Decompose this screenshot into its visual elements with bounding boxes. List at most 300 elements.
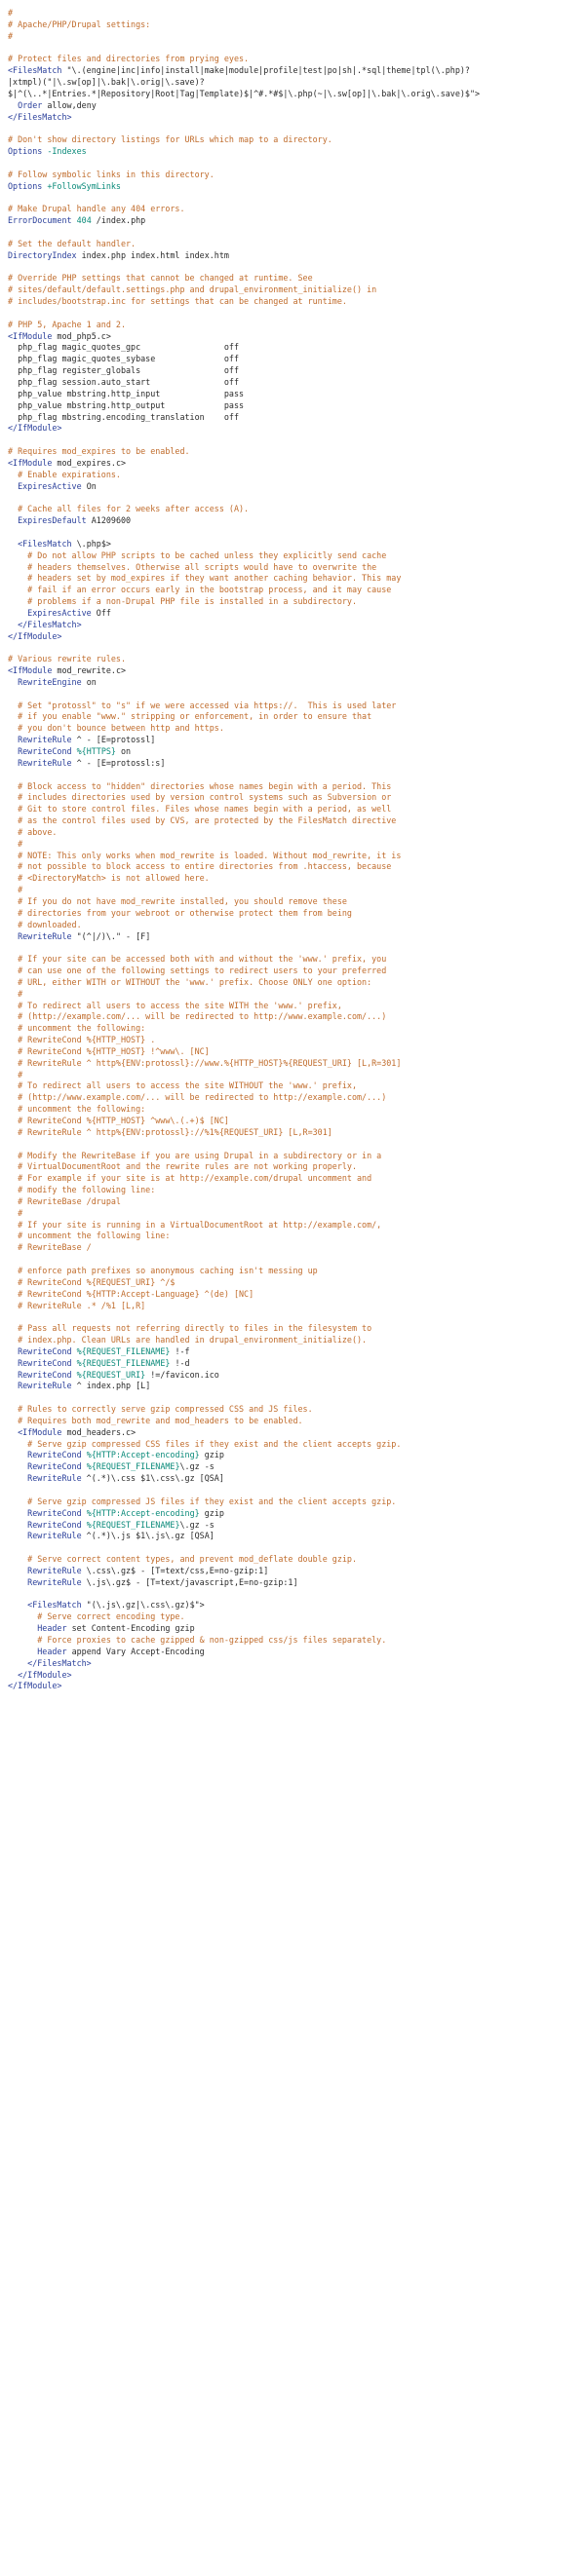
code-line — [8, 839, 577, 851]
code-line — [8, 735, 577, 746]
code-line — [8, 1635, 577, 1647]
comment-token: # Git to store control files. Files whose names begin with a period, as well — [8, 804, 392, 814]
comment-token: # enforce path prefixes so anonymous caching isn't messing up — [8, 1265, 318, 1275]
code-line — [8, 8, 577, 19]
code-line — [8, 1323, 577, 1335]
code-line — [8, 1496, 577, 1508]
comment-token: # To redirect all users to access the site WITH the 'www.' prefix, — [8, 1000, 342, 1010]
comment-token: # Cache all files for 2 weeks after access (A). — [8, 504, 250, 514]
code-line — [8, 296, 577, 308]
comment-token: # If you do not have mod_rewrite installed, you should remove these — [8, 895, 347, 906]
code-line — [8, 1208, 577, 1220]
text-token — [8, 758, 18, 768]
code-line — [8, 942, 577, 954]
code-line — [8, 596, 577, 608]
comment-token: # Rules to correctly serve gzip compressed CSS and JS files. — [8, 1404, 313, 1415]
comment-token: # — [8, 838, 23, 849]
text-token: !-d — [170, 1357, 190, 1368]
text-token: On — [81, 480, 97, 491]
directive-token: <FilesMatch — [18, 538, 72, 549]
code-line — [8, 1116, 577, 1127]
comment-token: # Follow symbolic links in this directory. — [8, 169, 214, 179]
code-line — [8, 470, 577, 481]
code-line — [8, 1231, 577, 1242]
code-line — [8, 308, 577, 320]
code-line — [8, 758, 577, 770]
code-line — [8, 1080, 577, 1092]
text-token: mod_rewrite.c> — [52, 665, 127, 676]
text-token — [8, 1670, 18, 1680]
directive-token: </FilesMatch> — [8, 111, 72, 122]
directive-token: </FilesMatch> — [27, 1657, 92, 1668]
code-line — [8, 1670, 577, 1682]
code-line — [8, 504, 577, 515]
text-token: php_value mbstring.http_output pass — [8, 399, 245, 410]
directive-token: Options — [8, 146, 43, 157]
comment-token: # RewriteBase /drupal — [8, 1195, 121, 1206]
code-line — [8, 1358, 577, 1370]
text-token — [8, 1577, 27, 1587]
directive-token: RewriteRule — [27, 1473, 82, 1484]
comment-token: # Serve correct content types, and prevent mod_deflate double gzip. — [8, 1554, 357, 1565]
code-line — [8, 1058, 577, 1070]
text-token — [8, 1427, 18, 1437]
text-token — [8, 515, 18, 525]
code-line — [8, 711, 577, 723]
code-line — [8, 689, 577, 701]
directive-token: </IfModule> — [8, 423, 62, 434]
text-token: mod_headers.c> — [61, 1426, 136, 1437]
comment-token: # — [8, 8, 14, 18]
directive-token: ExpiresActive — [27, 607, 92, 618]
text-token: allow,deny — [42, 99, 97, 110]
text-token — [8, 539, 18, 549]
code-line — [8, 320, 577, 331]
directive-token: Order — [18, 99, 43, 110]
code-line — [8, 1531, 577, 1542]
text-token — [8, 620, 18, 629]
directive-token: RewriteCond — [18, 1369, 72, 1380]
comment-token: # uncomment the following line: — [8, 1231, 171, 1241]
code-line — [8, 931, 577, 943]
directive-token: </IfModule> — [8, 630, 62, 641]
directive-token: <IfModule — [8, 457, 53, 468]
code-line — [8, 781, 577, 793]
comment-token: # (http://example.com/... will be redirected to http://www.example.com/...) — [8, 1011, 387, 1022]
code-line — [8, 100, 577, 112]
comment-token: # problems if a non-Drupal PHP file is installed in a subdirectory. — [8, 596, 357, 607]
comment-token: # headers themselves. Otherwise all scripts would have to overwrite the — [8, 561, 377, 572]
directive-token: Header — [37, 1646, 67, 1656]
text-token — [8, 100, 18, 110]
comment-token: # RewriteCond %{HTTP_HOST} ^www\.(.+)$ [NC] — [8, 1116, 229, 1125]
text-token: php_flag register_globals off — [8, 365, 239, 376]
code-line — [8, 170, 577, 181]
text-token: php_flag session.auto_start off — [8, 377, 239, 387]
code-line — [8, 1254, 577, 1266]
code-line — [8, 1439, 577, 1451]
text-token — [8, 608, 27, 618]
comment-token: # RewriteRule .* /%1 [L,R] — [8, 1300, 146, 1310]
comment-token: # Force proxies to cache gzipped & non-gzipped css/js files separately. — [8, 1634, 387, 1645]
text-token: on — [115, 746, 132, 756]
directive-token: RewriteCond — [18, 1357, 72, 1368]
code-line — [8, 1370, 577, 1382]
comment-token: # if you enable "www." stripping or enforcement, in order to ensure that — [8, 711, 372, 722]
value-token: +FollowSymLinks — [47, 180, 121, 191]
code-line — [8, 585, 577, 596]
comment-token: # Requires both mod_rewrite and mod_headers to be enabled. — [8, 1415, 303, 1425]
comment-token: # Serve correct encoding type. — [8, 1611, 185, 1622]
text-token: "(^|/)\." - [F] — [71, 930, 151, 941]
code-line — [8, 1623, 577, 1635]
code-line — [8, 873, 577, 885]
code-line — [8, 896, 577, 908]
code-line — [8, 654, 577, 665]
code-line — [8, 481, 577, 493]
code-line — [8, 227, 577, 239]
comment-token: # not possible to block access to entire directories from .htaccess, because — [8, 861, 392, 872]
code-line — [8, 1335, 577, 1346]
code-line — [8, 804, 577, 815]
code-line — [8, 1104, 577, 1116]
code-line — [8, 631, 577, 643]
code-line — [8, 1416, 577, 1427]
text-token: php_flag magic_quotes_sybase off — [8, 354, 239, 364]
comment-token: # uncomment the following: — [8, 1104, 146, 1115]
value-token: %{REQUEST_FILENAME} — [86, 1461, 180, 1472]
text-token: $|^(\..*|Entries.*|Repository|Root|Tag|Template)$|^#.*#$|\.php(~|\.sw[op]|\.bak|\.orig\.save)$"> — [8, 88, 481, 98]
text-token: mod_php5.c> — [52, 330, 111, 341]
code-line — [8, 1173, 577, 1185]
code-line — [8, 215, 577, 227]
comment-token: # uncomment the following: — [8, 1023, 146, 1034]
value-token: %{HTTPS} — [76, 746, 116, 756]
code-line — [8, 677, 577, 689]
text-token — [8, 1600, 27, 1610]
code-line — [8, 1151, 577, 1162]
code-line — [8, 446, 577, 458]
code-line — [8, 1473, 577, 1485]
code-line — [8, 966, 577, 977]
text-token — [8, 677, 18, 687]
code-line — [8, 1381, 577, 1392]
directive-token: RewriteCond — [27, 1461, 82, 1472]
directive-token: </FilesMatch> — [18, 619, 82, 629]
directive-token: RewriteRule — [27, 1576, 82, 1587]
code-line — [8, 89, 577, 100]
text-token: php_value mbstring.http_input pass — [8, 388, 245, 398]
comment-token: # above. — [8, 826, 58, 837]
code-line — [8, 550, 577, 562]
comment-token: # can use one of the following settings to redirect users to your preferred — [8, 966, 387, 976]
comment-token: # Set "protossl" to "s" if we were accessed via https://. This is used later — [8, 700, 397, 710]
comment-token: # — [8, 1207, 23, 1218]
comment-token: # — [8, 30, 14, 41]
comment-token: # RewriteBase / — [8, 1242, 92, 1253]
code-line — [8, 701, 577, 712]
value-token: %{REQUEST_FILENAME} — [86, 1519, 180, 1530]
text-token — [8, 1461, 27, 1471]
text-token — [8, 1358, 18, 1368]
text-token: ^ - [E=protossl:s] — [71, 757, 166, 768]
code-line — [8, 1485, 577, 1496]
comment-token: # VirtualDocumentRoot and the rewrite rules are not working properly. — [8, 1161, 357, 1172]
code-line — [8, 527, 577, 539]
directive-token: </IfModule> — [8, 1681, 62, 1691]
code-line — [8, 1577, 577, 1589]
code-line — [8, 331, 577, 343]
comment-token: # Serve gzip compressed JS files if they exist and the client accepts gzip. — [8, 1496, 397, 1506]
comment-token: # modify the following line: — [8, 1185, 156, 1195]
text-token: gzip — [199, 1507, 224, 1518]
comment-token: # Various rewrite rules. — [8, 654, 127, 664]
code-line — [8, 1242, 577, 1254]
directive-token: <FilesMatch — [27, 1600, 82, 1610]
directive-token: RewriteRule — [27, 1531, 82, 1541]
code-line — [8, 181, 577, 193]
text-token: php_flag magic_quotes_gpc off — [8, 342, 239, 353]
directive-token: <IfModule — [8, 665, 53, 676]
code-line — [8, 827, 577, 839]
comment-token: # RewriteCond %{HTTP_HOST} . — [8, 1035, 156, 1045]
text-token: \.gz -s — [179, 1461, 214, 1472]
code-line — [8, 562, 577, 574]
code-line — [8, 792, 577, 804]
text-token: mod_expires.c> — [52, 457, 127, 468]
code-line — [8, 1542, 577, 1554]
text-token — [8, 1370, 18, 1380]
code-line — [8, 1404, 577, 1416]
text-token: A1209600 — [86, 515, 132, 526]
comment-token: # RewriteCond %{REQUEST_URI} ^/$ — [8, 1276, 176, 1287]
code-line — [8, 908, 577, 920]
comment-token: # RewriteCond %{HTTP:Accept-Language} ^(de) [NC] — [8, 1288, 254, 1299]
code-line — [8, 642, 577, 654]
code-line — [8, 146, 577, 158]
comment-token: # RewriteCond %{HTTP_HOST} !^www\. [NC] — [8, 1045, 210, 1056]
directive-token: RewriteRule — [18, 930, 72, 941]
code-line — [8, 723, 577, 735]
code-line — [8, 389, 577, 400]
code-line — [8, 770, 577, 781]
text-token — [8, 1566, 27, 1575]
text-token: ^(.*)\.js $1\.js\.gz [QSA] — [81, 1531, 214, 1541]
comment-token: # Protect files and directories from prying eyes. — [8, 54, 250, 64]
code-line — [8, 1427, 577, 1439]
text-token — [8, 1508, 27, 1518]
comment-token: # Override PHP settings that cannot be changed at runtime. See — [8, 273, 313, 284]
text-token: append Vary Accept-Encoding — [66, 1646, 205, 1656]
comment-token: # Requires mod_expires to be enabled. — [8, 446, 190, 457]
code-line — [8, 573, 577, 585]
comment-token: # includes directories used by version control systems such as Subversion or — [8, 792, 392, 803]
code-line — [8, 54, 577, 65]
comment-token: # Don't show directory listings for URLs which map to a directory. — [8, 134, 332, 145]
code-line — [8, 123, 577, 134]
code-line — [8, 65, 577, 77]
code-line — [8, 193, 577, 205]
directive-token: RewriteCond — [27, 1519, 82, 1530]
code-line — [8, 1196, 577, 1208]
code-line — [8, 1023, 577, 1035]
code-line — [8, 284, 577, 296]
comment-token: # downloaded. — [8, 919, 82, 929]
comment-token: # headers set by mod_expires if they want another caching behavior. This may — [8, 573, 402, 584]
code-line — [8, 1589, 577, 1601]
code-line — [8, 861, 577, 873]
text-token: |xtmpl)("|\.sw[op]|\.bak|\.orig|\.save)? — [8, 77, 205, 88]
code-line — [8, 1600, 577, 1611]
comment-token: # URL, either WITH or WITHOUT the 'www.' prefix. Choose ONLY one option: — [8, 976, 372, 987]
code-line — [8, 1277, 577, 1289]
text-token: \.js\.gz$ - [T=text/javascript,E=no-gzip:1] — [81, 1576, 298, 1587]
code-line — [8, 954, 577, 966]
text-token: ^(.*)\.css $1\.css\.gz [QSA] — [81, 1473, 224, 1484]
text-token: php_flag mbstring.encoding_translation off — [8, 411, 239, 422]
directive-token: DirectoryIndex — [8, 249, 77, 260]
code-line — [8, 1266, 577, 1277]
code-line — [8, 851, 577, 862]
comment-token: # For example if your site is at http://example.com/drupal uncomment and — [8, 1173, 372, 1184]
comment-token: # sites/default/default.settings.php and drupal_environment_initialize() in — [8, 284, 377, 295]
text-token: \.php$> — [71, 538, 111, 549]
directive-token: <IfModule — [18, 1426, 62, 1437]
value-token: %{HTTP:Accept-encoding} — [86, 1450, 200, 1460]
code-line — [8, 400, 577, 412]
code-line — [8, 746, 577, 758]
comment-token: # Enable expirations. — [8, 469, 121, 479]
comment-token: # If your site is running in a VirtualDocumentRoot at http://example.com/, — [8, 1219, 382, 1230]
code-line — [8, 1001, 577, 1012]
comment-token: # <DirectoryMatch> is not allowed here. — [8, 873, 210, 884]
code-line — [8, 342, 577, 354]
code-line — [8, 1092, 577, 1104]
text-token: \.css\.gz$ - [T=text/css,E=no-gzip:1] — [81, 1565, 269, 1575]
code-line — [8, 1301, 577, 1312]
code-line — [8, 815, 577, 827]
code-line — [8, 204, 577, 215]
comment-token: # as the control files used by CVS, are protected by the FilesMatch directive — [8, 815, 397, 826]
code-line — [8, 1566, 577, 1577]
directive-token: RewriteEngine — [18, 676, 82, 687]
comment-token: # you don't bounce between http and https. — [8, 723, 224, 734]
directive-token: RewriteCond — [27, 1450, 82, 1460]
comment-token: # To redirect all users to access the site WITHOUT the 'www.' prefix, — [8, 1080, 357, 1091]
text-token — [8, 1381, 18, 1390]
directive-token: ExpiresActive — [18, 480, 82, 491]
comment-token: # Make Drupal handle any 404 errors. — [8, 204, 185, 214]
code-line — [8, 1554, 577, 1566]
comment-token: # If your site can be accessed both with and without the 'www.' prefix, you — [8, 954, 387, 965]
code-line — [8, 515, 577, 527]
code-line — [8, 31, 577, 43]
text-token: !-f — [170, 1345, 190, 1356]
text-token: on — [81, 676, 97, 687]
code-line — [8, 1185, 577, 1196]
comment-token: # includes/bootstrap.inc for settings that can be changed at runtime. — [8, 296, 347, 307]
directive-token: ExpiresDefault — [18, 515, 87, 526]
code-line — [8, 1220, 577, 1231]
comment-token: # (http://www.example.com/... will be redirected to http://example.com/...) — [8, 1092, 387, 1103]
code-line — [8, 665, 577, 677]
directive-token: Header — [37, 1623, 67, 1634]
code-line — [8, 989, 577, 1001]
code-line — [8, 239, 577, 250]
text-token — [8, 1658, 27, 1668]
code-line — [8, 1520, 577, 1532]
code-line — [8, 1450, 577, 1461]
comment-token: # index.php. Clean URLs are handled in drupal_environment_initialize(). — [8, 1335, 368, 1345]
code-line — [8, 365, 577, 377]
comment-token: # RewriteRule ^ http%{ENV:protossl}://www.%{HTTP_HOST}%{REQUEST_URI} [L,R=301] — [8, 1057, 402, 1068]
directive-token: RewriteCond — [27, 1507, 82, 1518]
directive-token: RewriteCond — [18, 1345, 72, 1356]
code-line — [8, 492, 577, 504]
text-token: "\.(engine|inc|info|install|make|module|profile|test|po|sh|.*sql|theme|tpl(\.php)? — [61, 65, 470, 76]
directive-token: ErrorDocument — [8, 215, 72, 226]
code-line — [8, 19, 577, 31]
directive-token: RewriteRule — [18, 735, 72, 745]
directive-token: RewriteRule — [27, 1565, 82, 1575]
code-line — [8, 1035, 577, 1046]
comment-token: # Do not allow PHP scripts to be cached unless they explicitly send cache — [8, 549, 387, 560]
text-token: index.php index.html index.htm — [76, 249, 229, 260]
code-line — [8, 77, 577, 89]
comment-token: # Block access to "hidden" directories whose names begin with a period. This — [8, 780, 392, 791]
code-line — [8, 1611, 577, 1623]
code-line — [8, 1046, 577, 1058]
value-token: %{REQUEST_URI} — [76, 1369, 146, 1380]
text-token: ^ - [E=protossl] — [71, 735, 156, 745]
text-token: ^ index.php [L] — [71, 1381, 151, 1391]
text-token — [8, 1346, 18, 1356]
code-line — [8, 539, 577, 550]
text-token — [8, 1473, 27, 1483]
code-line — [8, 1647, 577, 1658]
text-token — [8, 1520, 27, 1530]
text-token — [8, 1450, 27, 1459]
text-token — [8, 735, 18, 744]
text-token: set Content-Encoding gzip — [66, 1623, 195, 1634]
code-line — [8, 1311, 577, 1323]
code-line — [8, 1346, 577, 1358]
code-line — [8, 1461, 577, 1473]
code-line — [8, 1070, 577, 1081]
code-line — [8, 1127, 577, 1139]
text-token: "(\.js\.gz|\.css\.gz)$"> — [81, 1600, 205, 1610]
directive-token: <FilesMatch — [8, 65, 62, 76]
code-line — [8, 1011, 577, 1023]
text-token — [8, 1623, 37, 1633]
text-token: !=/favicon.ico — [145, 1369, 219, 1380]
code-line — [8, 1508, 577, 1520]
code-line — [8, 412, 577, 424]
code-line — [8, 885, 577, 896]
comment-token: # — [8, 1069, 23, 1080]
code-line — [8, 1392, 577, 1404]
code-line — [8, 620, 577, 631]
code-line — [8, 1161, 577, 1173]
text-token: \.gz -s — [179, 1519, 214, 1530]
value-token: %{REQUEST_FILENAME} — [76, 1357, 171, 1368]
code-line — [8, 273, 577, 284]
text-token: Off — [91, 607, 111, 618]
code-line — [8, 1658, 577, 1670]
code-line — [8, 458, 577, 470]
comment-token: # RewriteRule ^ http%{ENV:protossl}://%1%{REQUEST_URI} [L,R=301] — [8, 1126, 332, 1137]
text-token — [8, 481, 18, 491]
